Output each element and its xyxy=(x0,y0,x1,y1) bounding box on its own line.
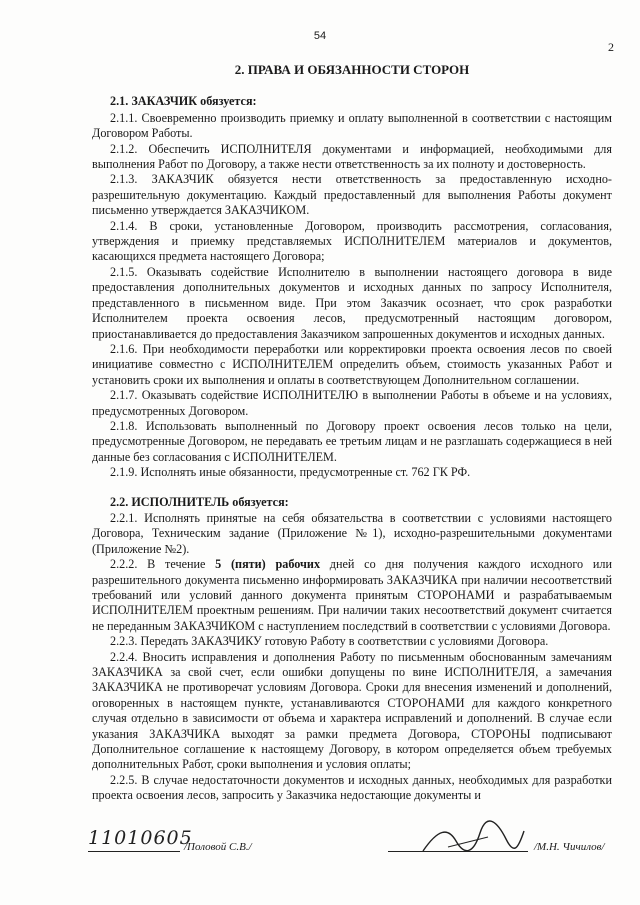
clause-2-1-8: 2.1.8. Использовать выполненный по Договору проект освоения лесов только на цели, предусмотренные Договором, не передавать ее третьим лицам и не разглашать содержащиеся в ней данные без согласования с ИСПОЛНИТЕЛЕМ. xyxy=(92,418,612,464)
signature-line-left xyxy=(88,851,180,852)
page-number-right: 2 xyxy=(608,40,614,54)
signatory-left: /Половой С.В./ xyxy=(184,841,252,853)
clause-2-2-1: 2.2.1. Исполнять принятые на себя обязательства в соответствии с условиями настоящего Договора, Техническим задание (Приложение №1), исходно-разрешительными документами (Приложение №2). xyxy=(92,510,612,556)
clause-2-2-2 xyxy=(92,557,612,634)
signatory-right: /М.Н. Чичилов/ xyxy=(534,841,605,853)
clause-2-2-3: 2.2.3. Передать ЗАКАЗЧИКУ готовую Работу в соответствии с условиями Договора. xyxy=(110,634,549,649)
clause-2-1-3: 2.1.3. ЗАКАЗЧИК обязуется нести ответственность за предоставленную исходно-разрешительную документацию. Каждый предоставленный для выполнения Работы документ письменно утверждается ЗАКАЗЧИКОМ. xyxy=(92,172,612,218)
clause-2-2-5: 2.2.5. В случае недостаточности документов и исходных данных, необходимых для разработки проекта освоения лесов, запросить у Заказчика недостающие документы и xyxy=(92,772,612,803)
signature-line-right xyxy=(388,851,528,852)
clause-2-2-2-bold: 5 (пяти) рабочих xyxy=(215,557,321,572)
section-gap xyxy=(92,481,612,495)
signature-scribble-icon xyxy=(418,819,528,859)
section-title: 2. ПРАВА И ОБЯЗАННОСТИ СТОРОН xyxy=(234,62,470,77)
clause-2-1-7: 2.1.7. Оказывать содействие ИСПОЛНИТЕЛЮ в выполнении Работы в объеме и на условиях, предусмотренных Договором. xyxy=(92,388,612,418)
clause-2-1-5: 2.1.5. Оказывать содействие Исполнителю в выполнении настоящего договора в виде предоставления дополнительных документов и исходных данных по запросу Исполнителя, представленного в письменном виде. При этом Заказчик осознает, что срок разработки Исполнителем проекта освоения лесов, предусмотренный настоящим договором, приостанавливается до предоставления Заказчиком запрошенных документов и исходных данных. xyxy=(92,264,612,341)
clause-2-1-4: 2.1.4. В сроки, установленные Договором, производить рассмотрения, согласования, утверждения и приемку представляемых ИСПОЛНИТЕЛЕМ материалов и документов, касающихся предмета настоящего Договора; xyxy=(92,218,612,264)
clause-2-2-2-rest: дней со дня получения каждого исходного или разрешительного документа письменно информировать ЗАКАЗЧИКА при наличии несоответствий требований или условий данного документа принятым СТОРОНАМИ и разрабатываемым ИСПОЛНИТЕЛЕМ проектным решениям. При наличии таких несоответствий документ считается не переданным ЗАКАЗЧИКОМ с наступлением последствий в соответствии с условиями Договора. xyxy=(92,557,612,633)
clause-2-1-1: 2.1.1. Своевременно производить приемку и оплату выполненной в соответствии с настоящим Договором Работы. xyxy=(92,110,612,141)
clause-2-2-4: 2.2.4. Вносить исправления и дополнения Работу по письменным обоснованным замечаниям ЗАКАЗЧИКА за свой счет, если ошибки допущены по вине ИСПОЛНИТЕЛЯ, а замечания ЗАКАЗЧИКА не противоречат условиям Договора. Сроки для внесения изменений и дополнений, оговоренных в настоящем пункте, устанавливаются СТОРОНАМИ для каждого конкретного случая отдельно в зависимости от объема и характера исправлений и дополнений. В случае если указания ЗАКАЗЧИКА выходят за рамки предмета Договора, СТОРОНЫ подписывают Дополнительное соглашение к настоящему Договору, в котором определяется объем требуемых дополнительных Работ, сроки выполнения и условия оплаты; xyxy=(92,649,612,772)
clause-2-1-2: 2.1.2. Обеспечить ИСПОЛНИТЕЛЯ документами и информацией, необходимыми для выполнения Работ по Договору, а также нести ответственность за их полноту и достоверность. xyxy=(92,141,612,172)
handwritten-code: 11010605 xyxy=(88,827,193,849)
contractor-heading: 2.2. ИСПОЛНИТЕЛЬ обязуется: xyxy=(110,494,289,509)
clause-2-1-9: 2.1.9. Исполнять иные обязанности, предусмотренные ст. 762 ГК РФ. xyxy=(110,465,471,480)
customer-heading: 2.1. ЗАКАЗЧИК обязуется: xyxy=(110,94,257,109)
signature-row xyxy=(88,825,618,875)
clause-2-1-6: 2.1.6. При необходимости переработки или корректировки проекта освоения лесов по своей инициативе совместно с ИСПОЛНИТЕЛЕМ определить объем, стоимость указанных Работ и установить сроки их выполнения и оплаты в соответствующем Дополнительном соглашении. xyxy=(92,341,612,387)
document-body xyxy=(92,62,612,804)
clause-2-2-2-start: 2.2.2. В течение xyxy=(110,557,216,572)
page-number-top: 54 xyxy=(313,30,327,42)
